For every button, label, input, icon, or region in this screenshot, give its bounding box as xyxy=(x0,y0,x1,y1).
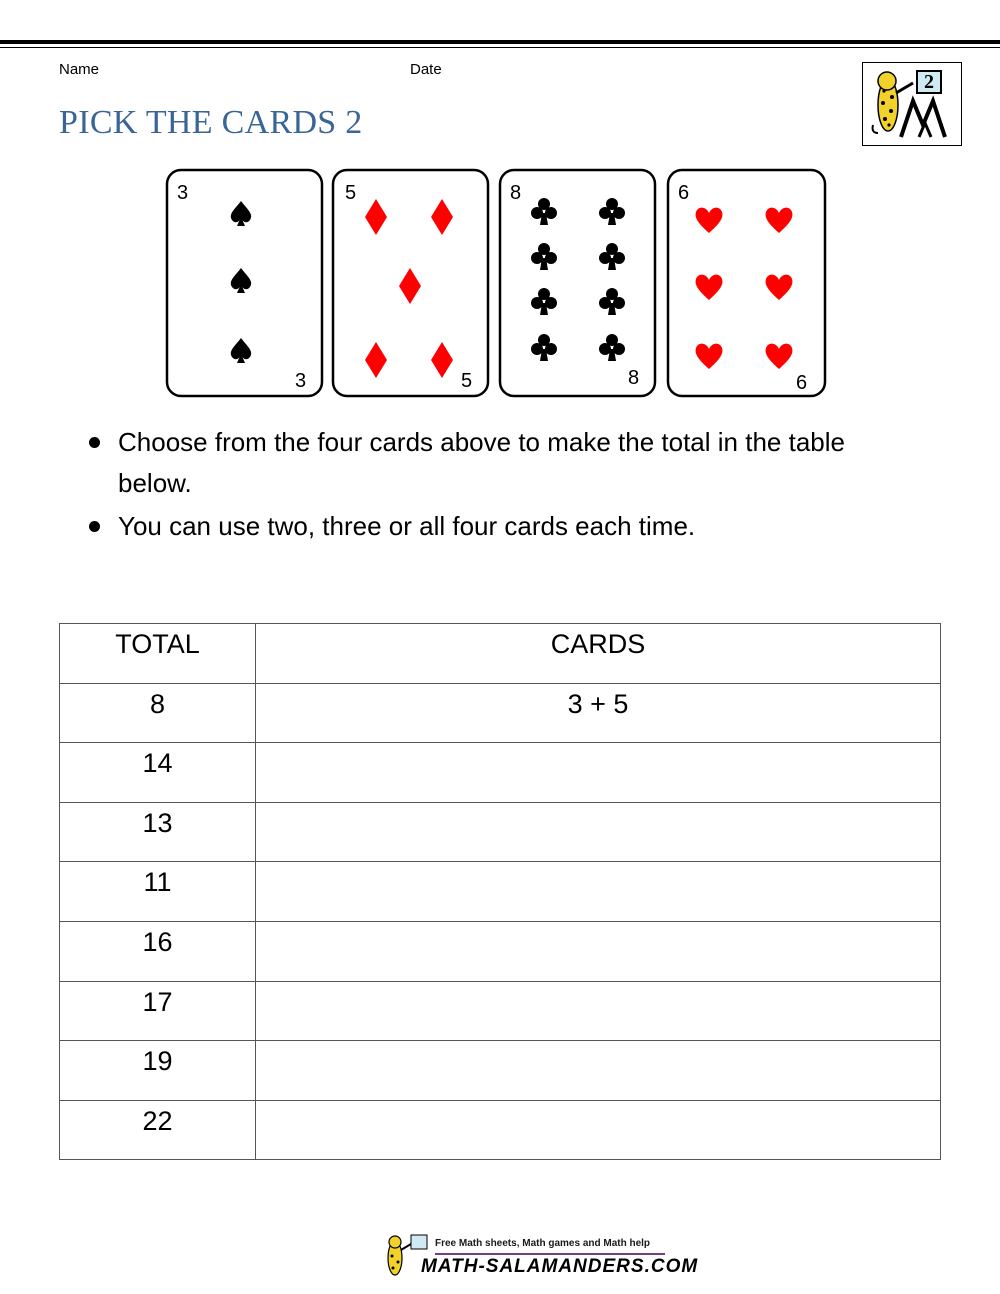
card-eight-of-clubs xyxy=(500,170,655,396)
total-column-header: TOTAL xyxy=(60,624,256,684)
total-cell: 16 xyxy=(60,921,256,981)
total-cell: 19 xyxy=(60,1041,256,1101)
instructions-list xyxy=(86,422,916,549)
table-row xyxy=(60,743,941,803)
card-rank-top: 5 xyxy=(345,182,357,204)
instruction-item xyxy=(86,506,916,547)
table-row xyxy=(60,683,941,743)
footer-site-logo[interactable] xyxy=(381,1232,699,1280)
cards-answer-cell[interactable] xyxy=(256,1041,941,1101)
instruction-item xyxy=(86,422,916,504)
bullet-icon xyxy=(89,437,100,448)
card-rank-bottom: 8 xyxy=(628,367,640,389)
footer-site-name[interactable]: MATH-SALAMANDERS.COM xyxy=(421,1256,699,1277)
table-row xyxy=(60,981,941,1041)
answer-table xyxy=(59,623,941,1160)
total-cell: 14 xyxy=(60,743,256,803)
footer-tagline: Free Math sheets, Math games and Math help xyxy=(435,1238,651,1249)
date-label: Date xyxy=(410,61,442,78)
card-rank-top: 6 xyxy=(678,182,690,204)
total-cell: 22 xyxy=(60,1100,256,1160)
card-rank-bottom: 5 xyxy=(461,370,473,392)
total-cell: 8 xyxy=(60,683,256,743)
playing-cards xyxy=(0,0,1000,410)
table-header-row xyxy=(60,624,941,684)
card-three-of-spades xyxy=(167,170,322,396)
bullet-icon xyxy=(89,521,100,532)
cards-column-header: CARDS xyxy=(256,624,941,684)
table-row xyxy=(60,802,941,862)
table-row xyxy=(60,862,941,922)
name-label: Name xyxy=(59,61,100,78)
grade-badge: 2 xyxy=(916,70,942,94)
card-rank-bottom: 3 xyxy=(295,370,307,392)
instruction-text: You can use two, three or all four cards each time. xyxy=(118,511,696,541)
cards-answer-cell[interactable] xyxy=(256,921,941,981)
cards-answer-cell[interactable] xyxy=(256,862,941,922)
card-rank-bottom: 6 xyxy=(796,372,808,394)
card-rank-top: 8 xyxy=(510,182,522,204)
cards-answer-cell[interactable] xyxy=(256,1100,941,1160)
card-rank-top: 3 xyxy=(177,182,189,204)
total-cell: 11 xyxy=(60,862,256,922)
total-cell: 17 xyxy=(60,981,256,1041)
footer-divider xyxy=(435,1253,665,1255)
table-row xyxy=(60,921,941,981)
total-cell: 13 xyxy=(60,802,256,862)
table-row xyxy=(60,1041,941,1101)
instruction-text: Choose from the four cards above to make the total in the table below. xyxy=(118,427,845,498)
cards-answer-cell[interactable] xyxy=(256,981,941,1041)
card-five-of-diamonds xyxy=(333,170,488,396)
table-row xyxy=(60,1100,941,1160)
page-title: PICK THE CARDS 2 xyxy=(59,104,363,141)
cards-answer-cell[interactable] xyxy=(256,802,941,862)
cards-answer-cell: 3 + 5 xyxy=(256,683,941,743)
card-six-of-hearts xyxy=(668,170,825,396)
cards-answer-cell[interactable] xyxy=(256,743,941,803)
